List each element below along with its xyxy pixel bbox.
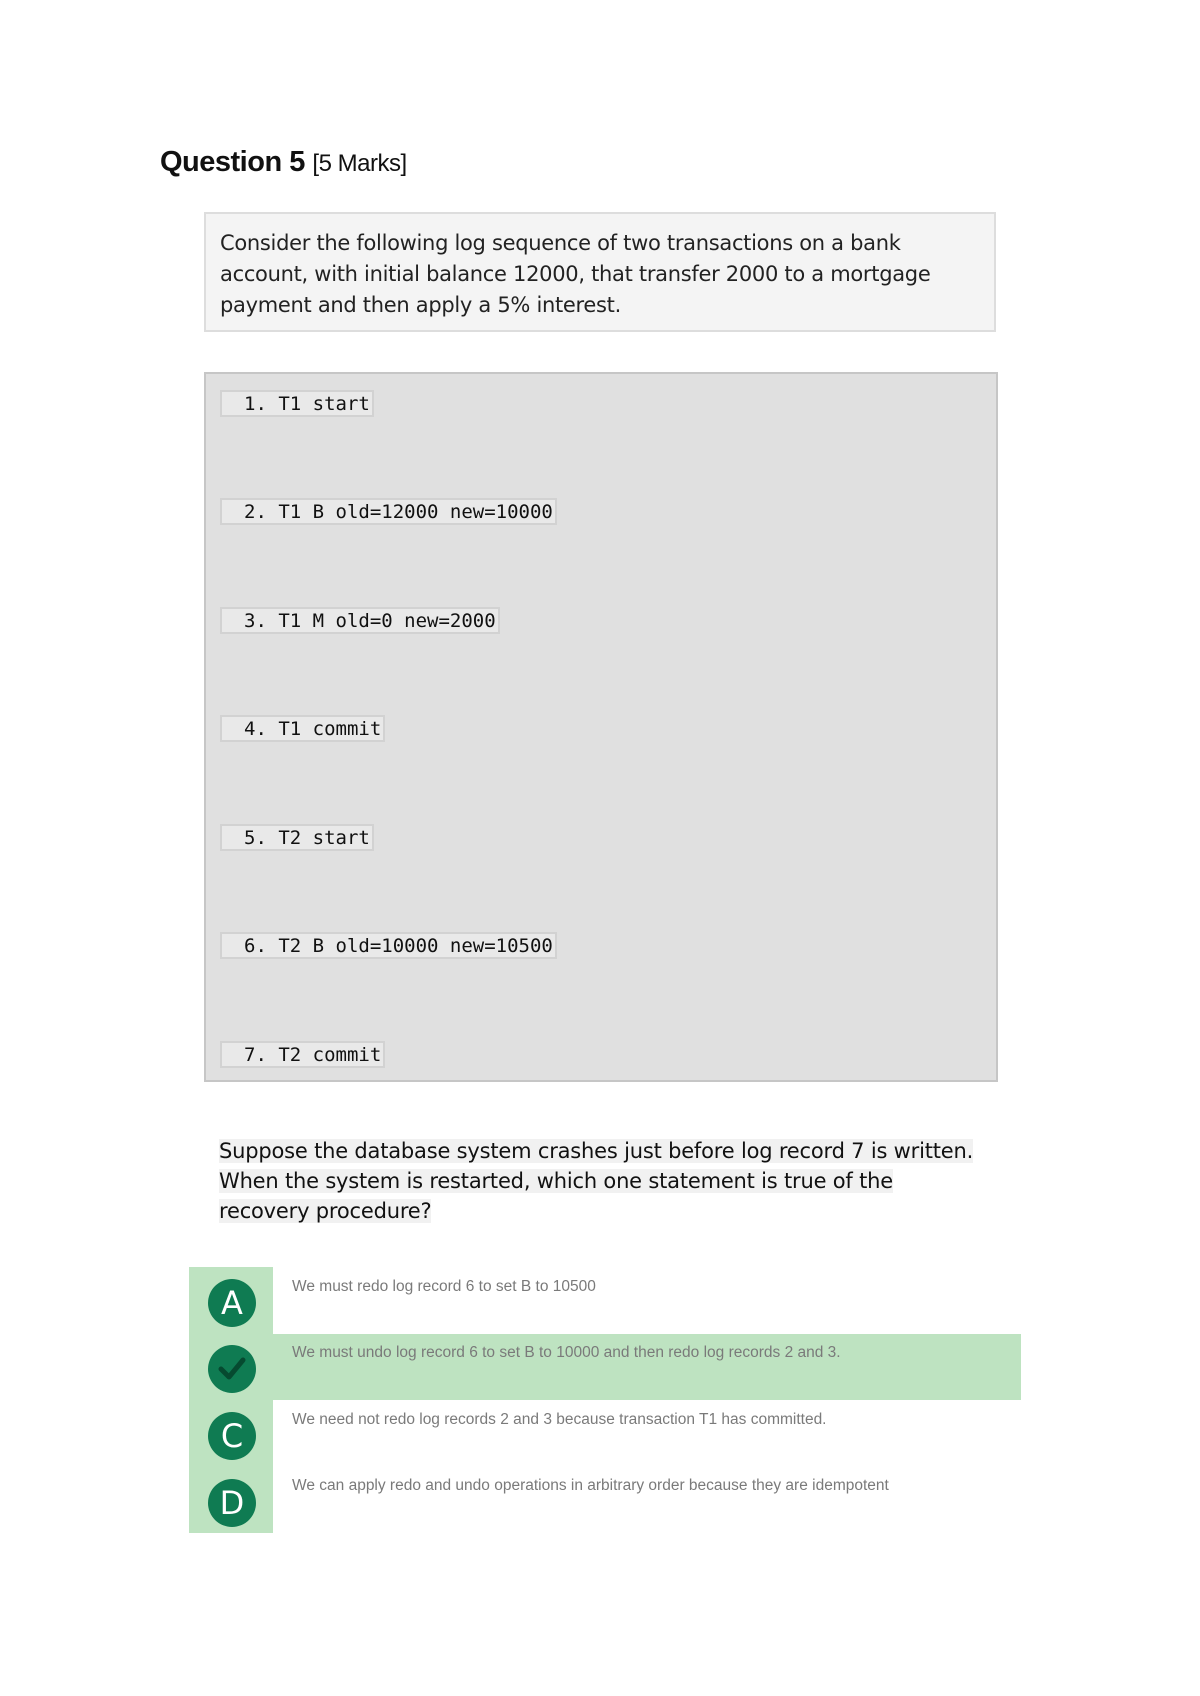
intro-text: Consider the following log sequence of two transactions on a bank account, with initial balance 12000, that transfer 2000 to a mortgage payment and then apply a 5% interest. bbox=[220, 231, 931, 317]
question-heading bbox=[160, 146, 407, 179]
question-marks: [5 Marks] bbox=[312, 150, 407, 177]
log-line: 4. T1 commit bbox=[220, 715, 385, 742]
option-badge-d[interactable] bbox=[208, 1479, 256, 1527]
log-line: 6. T2 B old=10000 new=10500 bbox=[220, 932, 557, 959]
option-text: We must undo log record 6 to set B to 10000 and then redo log records 2 and 3. bbox=[292, 1344, 841, 1361]
option-letter: D bbox=[219, 1484, 245, 1522]
option-letter: A bbox=[221, 1284, 243, 1322]
log-line: 1. T1 start bbox=[220, 390, 374, 417]
checkmark-icon bbox=[218, 1357, 246, 1381]
question-line: recovery procedure? bbox=[219, 1199, 432, 1223]
option-text: We must redo log record 6 to set B to 10500 bbox=[292, 1278, 596, 1295]
option-d[interactable] bbox=[273, 1467, 1021, 1533]
question-text bbox=[219, 1136, 979, 1226]
option-badge-a[interactable] bbox=[208, 1279, 256, 1327]
option-b[interactable] bbox=[273, 1334, 1021, 1400]
option-letter: C bbox=[220, 1417, 244, 1455]
question-title: Question 5 bbox=[160, 146, 305, 178]
question-line: When the system is restarted, which one statement is true of the bbox=[219, 1169, 893, 1193]
option-badge-b[interactable] bbox=[208, 1345, 256, 1393]
question-line: Suppose the database system crashes just before log record 7 is written. bbox=[219, 1139, 974, 1163]
option-text: We need not redo log records 2 and 3 because transaction T1 has committed. bbox=[292, 1411, 827, 1428]
log-sequence-box bbox=[204, 372, 998, 1082]
option-text: We can apply redo and undo operations in arbitrary order because they are idempotent bbox=[292, 1477, 889, 1494]
log-line: 2. T1 B old=12000 new=10000 bbox=[220, 498, 557, 525]
log-line: 5. T2 start bbox=[220, 824, 374, 851]
option-badge-c[interactable] bbox=[208, 1412, 256, 1460]
option-c[interactable] bbox=[273, 1401, 1021, 1467]
log-line: 7. T2 commit bbox=[220, 1041, 385, 1068]
intro-box bbox=[204, 212, 996, 332]
log-line: 3. T1 M old=0 new=2000 bbox=[220, 607, 500, 634]
option-a[interactable] bbox=[273, 1268, 1021, 1334]
